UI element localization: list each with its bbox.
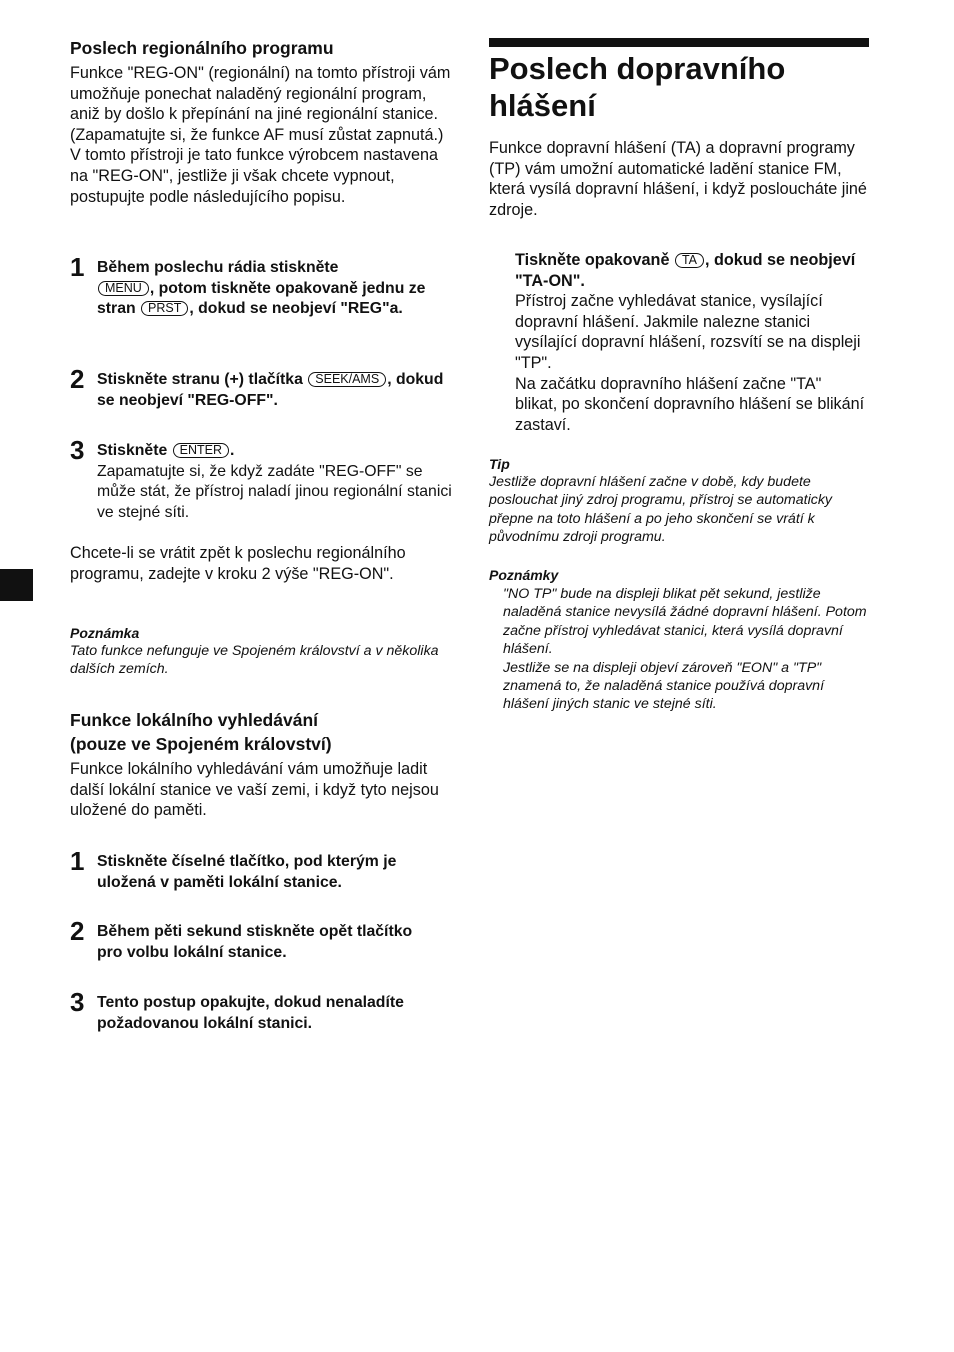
regional-step-1 bbox=[70, 252, 460, 342]
seek-ams-key: SEEK/AMS bbox=[308, 372, 386, 387]
step-text: Tento postup opakujte, dokud nenaladíte požadovanou lokální stanici. bbox=[97, 994, 404, 1032]
section-tab-marker bbox=[0, 569, 33, 601]
step-number: 2 bbox=[70, 916, 85, 946]
regional-step-2 bbox=[70, 364, 460, 414]
instruction-desc-1: Přístroj začne vyhledávat stanice, vysílající dopravní hlášení. Jakmile nalezne stanici vysílající dopravní hlášení, rozsvítí se na displeji "TP". bbox=[515, 292, 861, 372]
step-text: Během poslechu rádia stiskněte bbox=[97, 259, 339, 276]
note-item: Jestliže se na displeji objeví zároveň "EON" a "TP" znamená to, že naladěná stanice používá dopravní hlášení jiných stanic ve stejné síti. bbox=[503, 659, 825, 713]
tip-title: Tip bbox=[489, 456, 510, 472]
enter-key: ENTER bbox=[173, 443, 229, 458]
local-step-3 bbox=[70, 987, 460, 1037]
note-text: Tato funkce nefunguje ve Spojeném království a v několika dalších zemích. bbox=[70, 643, 439, 678]
regional-intro: Funkce "REG-ON" (regionální) na tomto přístroji vám umožňuje ponechat naladěný regionální program, aniž by došlo k přepínání na jiné regionální stanice. (Zapamatujte si, že funkce AF musí zůstat zapnutá.) V tomto přístroji je tato funkce výrobcem nastavena na "REG-ON", jestliže ji však chcete vypnout, postupujte podle následujícího popisu. bbox=[70, 64, 451, 206]
regional-after-text: Chcete-li se vrátit zpět k poslechu regionálního programu, zadejte v kroku 2 výše "REG-ON". bbox=[70, 544, 406, 583]
tip-text: Jestliže dopravní hlášení začne v době, kdy budete poslouchat jiný zdroj programu, přístroj se automaticky přepne na toto hlášení a po jeho skončení se vrátí k původnímu zdroji programu. bbox=[489, 474, 833, 546]
local-intro: Funkce lokálního vyhledávání vám umožňuje ladit další lokální stanice ve vaší zemi, i když tyto nejsou uložené do paměti. bbox=[70, 760, 439, 820]
step-text: Během pěti sekund stiskněte opět tlačítko pro volbu lokální stanice. bbox=[97, 923, 413, 961]
regional-step-3 bbox=[70, 435, 460, 525]
menu-key: MENU bbox=[98, 281, 149, 296]
step-text: , dokud se neobjeví "REG-OFF". bbox=[97, 371, 444, 409]
instruction-desc-2: Na začátku dopravního hlášení začne "TA" blikat, po skončení dopravního hlášení se blikání zastaví. bbox=[515, 374, 865, 434]
step-text: . bbox=[230, 442, 235, 459]
instruction-text: , dokud se neobjeví "TA-ON". bbox=[515, 251, 856, 290]
note-title: Poznámka bbox=[70, 625, 140, 641]
step-text: , potom tiskněte opakovaně jednu ze stran bbox=[97, 279, 426, 318]
traffic-intro: Funkce dopravní hlášení (TA) a dopravní programy (TP) vám umožní automatické ladění stanice FM, která vysílá dopravní hlášení, i když posloucháte jiné zdroje. bbox=[489, 139, 867, 219]
prst-key: PRST bbox=[141, 301, 188, 316]
section-heading-regional: Poslech regionálního programu bbox=[70, 38, 334, 58]
ta-key: TA bbox=[675, 253, 704, 268]
step-text: Stiskněte bbox=[97, 442, 168, 459]
page-title: Poslech dopravního hlášení bbox=[489, 51, 786, 123]
step-text: Stiskněte stranu (+) tlačítka bbox=[97, 371, 303, 388]
step-text: , dokud se neobjeví "REG"a. bbox=[189, 300, 403, 318]
notes-title: Poznámky bbox=[489, 567, 559, 583]
notes-list bbox=[503, 585, 873, 714]
note-item: "NO TP" bude na displeji blikat pět sekund, jestliže naladěná stanice nevysílá žádné dopravní hlášení. Potom začne přístroj vyhledávat stanici, která vysílá dopravní hlášení. bbox=[503, 586, 867, 658]
local-step-1 bbox=[70, 846, 460, 896]
step-number: 3 bbox=[70, 987, 85, 1017]
step-number: 2 bbox=[70, 364, 85, 394]
step-text: Stiskněte číselné tlačítko, pod kterým je uložená v paměti lokální stanice. bbox=[97, 853, 397, 891]
section-heading-local: Funkce lokálního vyhledávání (pouze ve Spojeném království) bbox=[70, 710, 332, 754]
step-number: 1 bbox=[70, 846, 85, 876]
title-rule bbox=[489, 38, 869, 47]
step-description: Zapamatujte si, že když zadáte "REG-OFF" se může stát, že přístroj naladí jinou regionální stanici ve stejné síti. bbox=[97, 462, 452, 521]
step-number: 3 bbox=[70, 435, 85, 465]
step-number: 1 bbox=[70, 252, 85, 282]
local-step-2 bbox=[70, 916, 460, 966]
traffic-instruction bbox=[515, 250, 867, 435]
instruction-text: Tiskněte opakovaně bbox=[515, 251, 670, 269]
